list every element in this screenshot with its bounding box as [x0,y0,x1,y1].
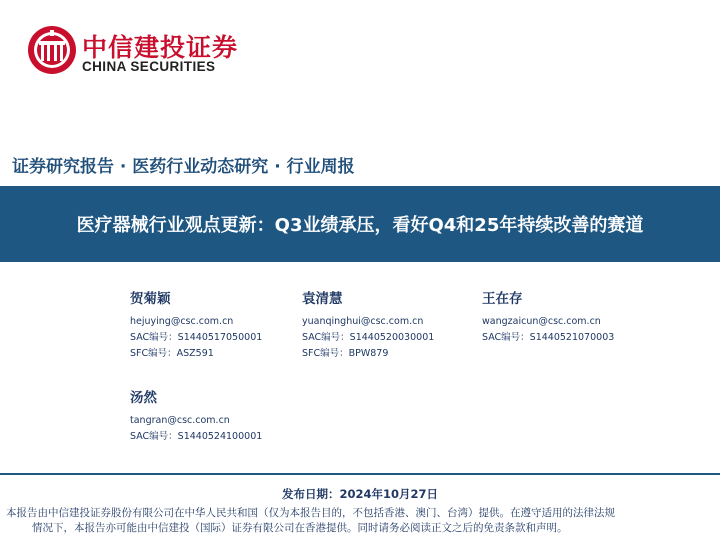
disclaimer-line: 本报告由中信建投证券股份有限公司在中华人民共和国（仅为本报告目的，不包括香港、澳门、台湾）提供。在遵守适用的法律法规 [6,507,615,519]
footer-divider [0,473,720,475]
author-card [302,287,434,362]
author-email[interactable]: hejuying@csc.com.cn [130,316,234,327]
author-card [130,287,262,362]
author-name: 袁清慧 [302,291,343,307]
author-name: 汤然 [130,390,157,406]
author-email[interactable]: wangzaicun@csc.com.cn [482,316,601,327]
disclaimer-line: 情况下，本报告亦可能由中信建投（国际）证券有限公司在香港提供。同时请务必阅读正文之后的免责条款和声明。 [32,522,568,534]
author-sac: SAC编号：S1440524100001 [130,431,263,442]
author-sfc: SFC编号：BPW879 [302,348,389,359]
author-sfc: SFC编号：ASZ591 [130,348,214,359]
title-banner [0,186,720,262]
china-securities-logo-icon [26,24,78,76]
author-card [130,386,262,445]
author-name: 贺菊颖 [130,291,171,307]
author-sac: SAC编号：S1440517050001 [130,332,263,343]
author-sac: SAC编号：S1440521070003 [482,332,615,343]
author-name: 王在存 [482,291,523,307]
author-sac: SAC编号：S1440520030001 [302,332,435,343]
author-email[interactable]: yuanqinghui@csc.com.cn [302,316,424,327]
brand-name-en: CHINA SECURITIES [82,59,216,74]
brand-name-cn: 中信建投证券 [82,33,239,62]
author-card [482,287,614,346]
publish-date: 发布日期：2024年10月27日 [281,487,438,501]
author-email[interactable]: tangran@csc.com.cn [130,415,230,426]
report-title: 医疗器械行业观点更新：Q3业绩承压，看好Q4和25年持续改善的赛道 [76,215,644,236]
disclaimer [6,506,718,536]
report-series: 证券研究报告 · 医药行业动态研究 · 行业周报 [12,157,355,177]
